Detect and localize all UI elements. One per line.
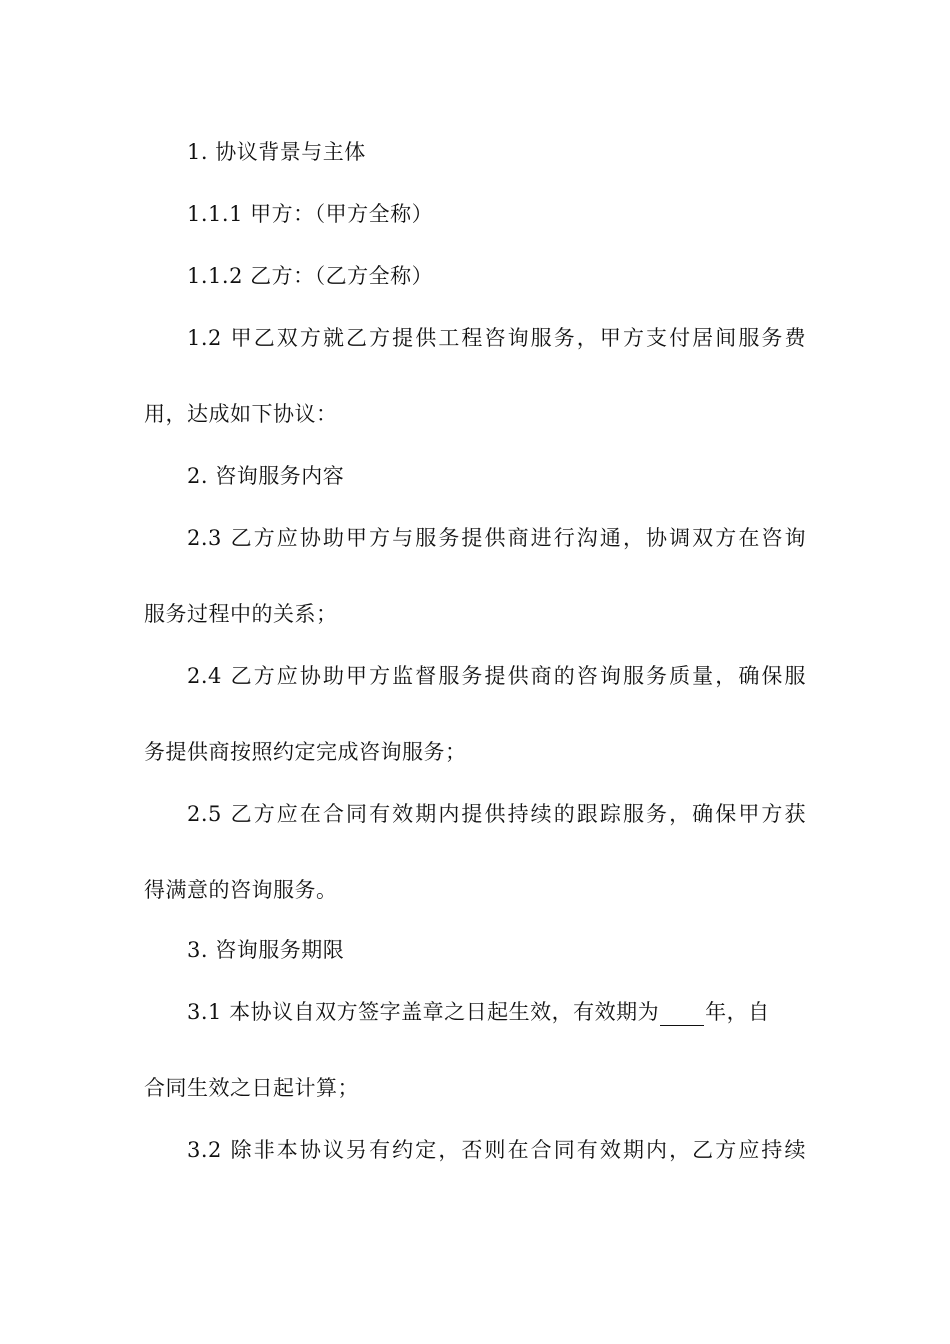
section-heading-1: 1. 协议背景与主体 (187, 140, 366, 164)
clause-3-1-line-2: 合同生效之日起计算； (144, 1076, 359, 1100)
clause-3-1-line-1-group (187, 998, 770, 1026)
clause-2-3-line-1: 2.3 乙方应协助甲方与服务提供商进行沟通，协调双方在咨询 (187, 526, 806, 550)
clause-1-1-2: 1.1.2 乙方：（乙方全称） (187, 264, 434, 288)
clause-3-1-text-before-blank: 3.1 本协议自双方签字盖章之日起生效，有效期为 (187, 1000, 660, 1024)
clause-2-3-line-2: 服务过程中的关系； (144, 602, 338, 626)
clause-1-1-1: 1.1.1 甲方：（甲方全称） (187, 202, 434, 226)
clause-3-1-text-after-blank: 年，自 (705, 1000, 770, 1024)
section-heading-3: 3. 咨询服务期限 (187, 938, 345, 962)
clause-1-2-line-1: 1.2 甲乙双方就乙方提供工程咨询服务，甲方支付居间服务费 (187, 326, 806, 350)
clause-3-2-line-1: 3.2 除非本协议另有约定，否则在合同有效期内，乙方应持续 (187, 1138, 806, 1162)
clause-2-5-line-2: 得满意的咨询服务。 (144, 878, 338, 902)
clause-1-2-line-2: 用，达成如下协议： (144, 402, 338, 426)
clause-3-1-line-1 (187, 998, 806, 1026)
clause-2-4-line-1: 2.4 乙方应协助甲方监督服务提供商的咨询服务质量，确保服 (187, 664, 806, 688)
clause-2-5-line-1: 2.5 乙方应在合同有效期内提供持续的跟踪服务，确保甲方获 (187, 802, 806, 826)
term-years-blank (660, 1005, 704, 1026)
section-heading-2: 2. 咨询服务内容 (187, 464, 345, 488)
clause-2-4-line-2: 务提供商按照约定完成咨询服务； (144, 740, 467, 764)
